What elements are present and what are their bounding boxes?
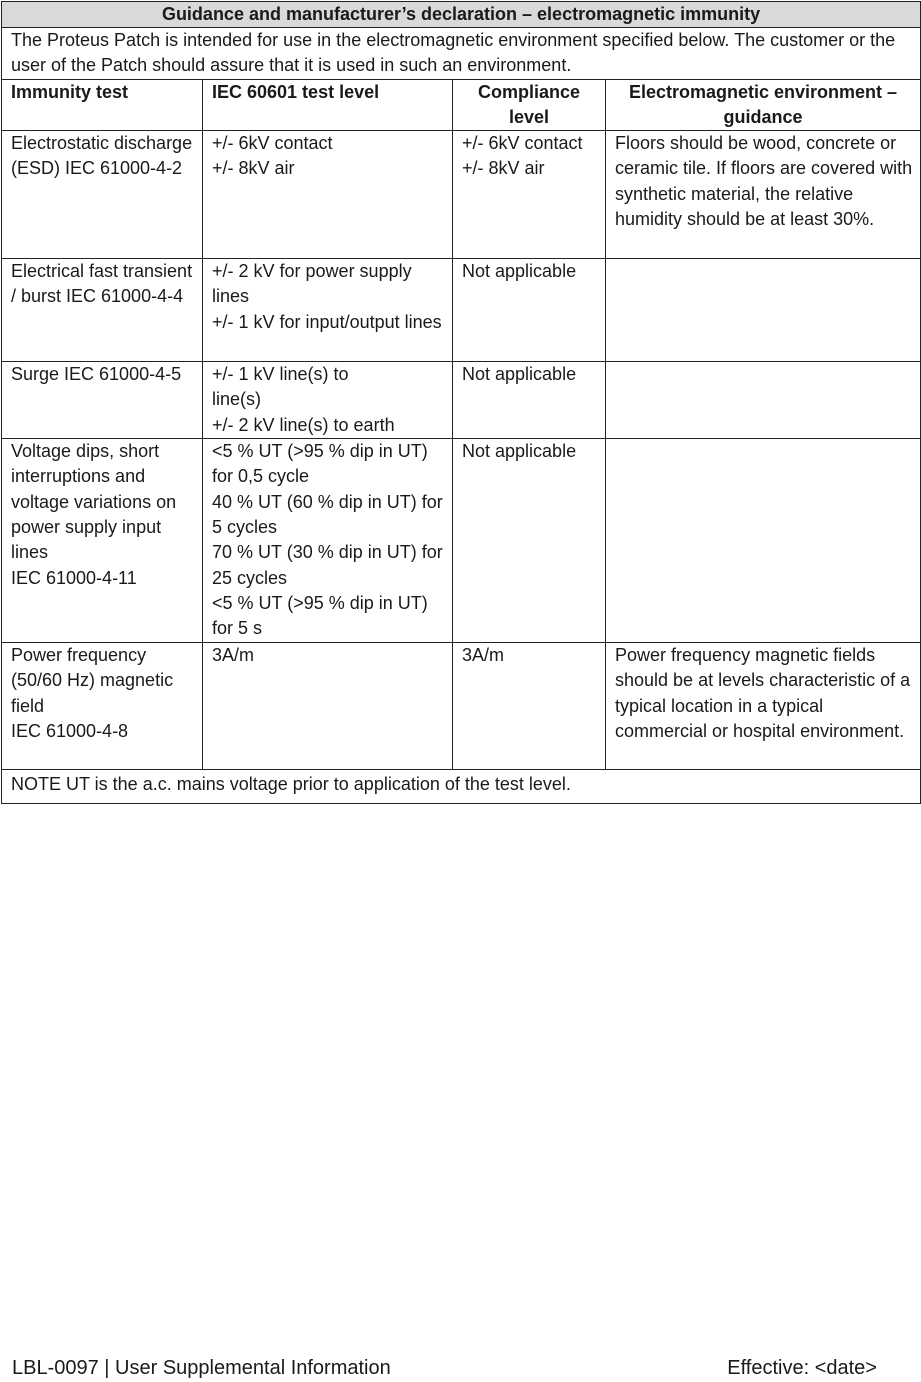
table-row xyxy=(2,259,921,362)
table-note-row xyxy=(2,770,921,804)
header-compliance-level: Compliance level xyxy=(453,79,606,131)
cell-test-level: <5 % UT (>95 % dip in UT) for 0,5 cycle 40 % UT (60 % dip in UT) for 5 cycles 70 % UT (30 % dip in UT) for 25 cycles <5 % UT (>95 % dip in UT) for 5 s xyxy=(203,439,453,643)
table-title-row xyxy=(2,2,921,28)
table-header-row xyxy=(2,79,921,131)
footer-document-id: LBL-0097 | User Supplemental Information xyxy=(12,1357,391,1379)
cell-guidance: Floors should be wood, concrete or ceramic tile. If floors are covered with synthetic material, the relative humidity should be at least 30%. xyxy=(606,131,921,259)
table-note: NOTE UT is the a.c. mains voltage prior to application of the test level. xyxy=(2,770,921,804)
table-row xyxy=(2,131,921,259)
cell-test-level: +/- 6kV contact +/- 8kV air xyxy=(203,131,453,259)
cell-guidance: Power frequency magnetic fields should be at levels characteristic of a typical location in a typical commercial or hospital environment. xyxy=(606,643,921,770)
cell-immunity-test: Electrostatic discharge (ESD) IEC 61000-4-2 xyxy=(2,131,203,259)
header-test-level: IEC 60601 test level xyxy=(203,79,453,131)
cell-test-level: 3A/m xyxy=(203,643,453,770)
table-row xyxy=(2,439,921,643)
table-row xyxy=(2,362,921,439)
cell-immunity-test: Electrical fast transient / burst IEC 61000-4-4 xyxy=(2,259,203,362)
cell-compliance-level: 3A/m xyxy=(453,643,606,770)
table-row xyxy=(2,643,921,770)
table-intro-row xyxy=(2,28,921,80)
cell-test-level: +/- 2 kV for power supply lines +/- 1 kV for input/output lines xyxy=(203,259,453,362)
cell-immunity-test: Power frequency (50/60 Hz) magnetic field IEC 61000-4-8 xyxy=(2,643,203,770)
cell-immunity-test: Voltage dips, short interruptions and voltage variations on power supply input lines IEC 61000-4-11 xyxy=(2,439,203,643)
cell-test-level: +/- 1 kV line(s) to line(s) +/- 2 kV line(s) to earth xyxy=(203,362,453,439)
cell-guidance xyxy=(606,362,921,439)
cell-compliance-level: Not applicable xyxy=(453,439,606,643)
emc-immunity-table xyxy=(1,1,921,804)
cell-guidance xyxy=(606,439,921,643)
cell-compliance-level: +/- 6kV contact +/- 8kV air xyxy=(453,131,606,259)
footer-effective-date: Effective: <date> xyxy=(727,1357,877,1379)
cell-immunity-test: Surge IEC 61000-4-5 xyxy=(2,362,203,439)
cell-compliance-level: Not applicable xyxy=(453,259,606,362)
table-intro: The Proteus Patch is intended for use in the electromagnetic environment specified below. The customer or the user of the Patch should assure that it is used in such an environment. xyxy=(2,28,921,80)
table-title: Guidance and manufacturer’s declaration – electromagnetic immunity xyxy=(2,2,921,28)
cell-compliance-level: Not applicable xyxy=(453,362,606,439)
page-footer xyxy=(12,1354,877,1382)
cell-guidance xyxy=(606,259,921,362)
header-guidance: Electromagnetic environment – guidance xyxy=(606,79,921,131)
header-immunity-test: Immunity test xyxy=(2,79,203,131)
